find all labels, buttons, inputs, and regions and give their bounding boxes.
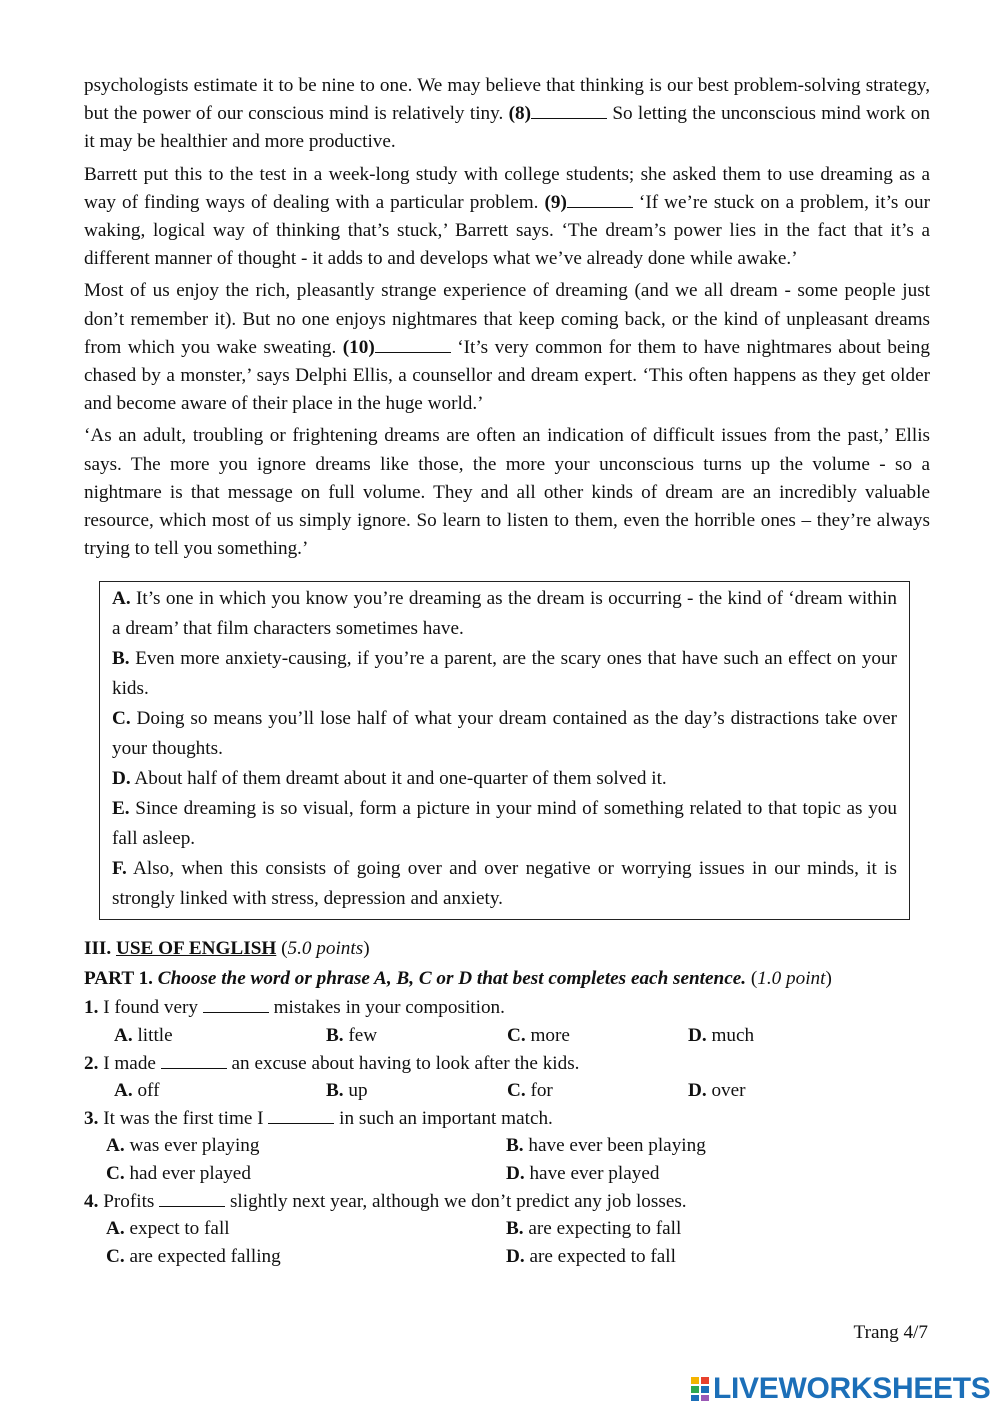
choice-letter: C. (106, 1163, 125, 1185)
question-blank[interactable] (159, 1205, 225, 1207)
gap-blank-10[interactable] (375, 351, 451, 353)
paragraph-text: ‘It’s very common for them to have nightmares about being chased by a monster,’ says Delphi Ellis, a counsellor and dream expert. ‘This often happens as they get older and become aware of their place in the huge world.’ (84, 336, 930, 415)
option-f (112, 854, 897, 914)
paragraph-text: Most of us enjoy the rich, pleasantly strange experience of dreaming (and we all dream - some people just don’t remember it). But no one enjoys nightmares that keep coming back, or the kind of unpleasant dreams from which you wake sweating. (84, 280, 930, 358)
paragraph-text: psychologists estimate it to be nine to one. We may believe that thinking is our best problem-solving strategy, but the power of our conscious mind is relatively tiny. (84, 75, 930, 125)
question-text: mistakes in your composition. (268, 997, 505, 1019)
choice-b[interactable] (326, 1077, 507, 1105)
option-text: Also, when this consists of going over and over negative or worrying issues in our minds, it is strongly linked with stress, depression and anxiety. (112, 858, 897, 910)
choice-text: was ever playing (124, 1135, 260, 1157)
question-text: It was the first time I (98, 1107, 269, 1129)
choice-d[interactable] (506, 1243, 906, 1271)
choice-text: are expected falling (124, 1245, 281, 1267)
part-points: 1.0 point (757, 968, 826, 990)
choice-text: had ever played (124, 1163, 251, 1185)
choice-text: are expected to fall (524, 1245, 676, 1267)
choice-letter: B. (506, 1218, 524, 1240)
paragraph-text: So letting the unconscious mind work on it may be healthier and more productive. (84, 103, 930, 153)
choice-letter: B. (326, 1080, 344, 1102)
gap-number-9: (9) (544, 191, 567, 213)
option-letter: D. (112, 768, 131, 790)
choice-b[interactable] (506, 1132, 906, 1160)
choice-letter: D. (688, 1080, 707, 1102)
choice-text: off (132, 1080, 160, 1102)
question-4 (84, 1188, 930, 1216)
reading-paragraph-3 (84, 277, 930, 418)
option-c (112, 704, 897, 764)
choice-letter: B. (506, 1135, 524, 1157)
question-1-choices (84, 1022, 930, 1050)
question-text: Profits (98, 1190, 160, 1212)
liveworksheets-wordmark: LIVEWORKSHEETS (713, 1372, 991, 1405)
choice-letter: C. (507, 1080, 526, 1102)
document-page (84, 72, 930, 1270)
part-heading: PART 1. Choose the word or phrase A, B, C or D that best completes each sentence. (1.0 point) (84, 968, 832, 990)
paragraph-text: ‘If we’re stuck on a problem, it’s our waking, logical way of thinking that’s stuck,’ Barrett says. ‘The dream’s power lies in the fact that it’s a different manner of thought - it adds to and develops what we’ve already done while awake.’ (84, 191, 930, 270)
option-letter: C. (112, 708, 131, 730)
choice-d[interactable] (688, 1022, 869, 1050)
choice-text: have ever been playing (523, 1135, 706, 1157)
option-e (112, 794, 897, 854)
choice-c[interactable] (84, 1160, 506, 1188)
choice-text: for (525, 1080, 553, 1102)
question-3 (84, 1105, 930, 1133)
gap-blank-9[interactable] (567, 206, 633, 208)
option-letter: B. (112, 648, 130, 670)
option-a (112, 584, 897, 644)
choice-d[interactable] (688, 1077, 869, 1105)
question-blank[interactable] (203, 1011, 269, 1013)
choice-a[interactable] (84, 1022, 326, 1050)
section-title: USE OF ENGLISH (116, 938, 277, 960)
liveworksheets-logo-icon (691, 1377, 709, 1401)
option-letter: A. (112, 588, 131, 610)
option-text: Even more anxiety-causing, if you’re a parent, are the scary ones that have such an effect on your kids. (112, 648, 897, 700)
choice-letter: D. (506, 1245, 525, 1267)
choice-letter: A. (106, 1135, 125, 1157)
choice-text: have ever played (524, 1163, 660, 1185)
choice-d[interactable] (506, 1160, 906, 1188)
choice-letter: D. (506, 1163, 525, 1185)
question-blank[interactable] (161, 1067, 227, 1069)
reading-paragraph-4: ‘As an adult, troubling or frightening dreams are often an indication of difficult issues from the past,’ Ellis says. The more you ignore dreams like those, the more your unconscious turns up the volume - so a nightmare is that message on full volume. They and all other kinds of dream are an incredibly valuable resource, which most of us simply ignore. So learn to listen to them, even the horrible ones – they’re always trying to tell you something.’ (84, 425, 930, 560)
question-number: 2. (84, 1052, 99, 1074)
question-text: slightly next year, although we don’t predict any job losses. (225, 1190, 687, 1212)
question-3-choices-row-2 (84, 1160, 930, 1188)
paragraph-text: Barrett put this to the test in a week-long study with college students; she asked them to use dreaming as a way of finding ways of dealing with a particular problem. (84, 163, 930, 213)
choice-letter: C. (507, 1025, 526, 1047)
question-text: an excuse about having to look after the kids. (226, 1052, 580, 1074)
question-3-choices-row-1 (84, 1132, 930, 1160)
section-number: III. (84, 938, 112, 960)
part-instruction: Choose the word or phrase A, B, C or D that best completes each sentence. (157, 968, 747, 990)
choice-text: little (132, 1025, 173, 1047)
question-number: 1. (84, 997, 99, 1019)
question-text: I made (98, 1052, 161, 1074)
question-4-choices-row-1 (84, 1215, 930, 1243)
question-2-choices (84, 1077, 930, 1105)
liveworksheets-logo[interactable] (691, 1374, 991, 1404)
choice-letter: A. (114, 1080, 133, 1102)
gap-number-8: (8) (508, 103, 531, 125)
gap-number-10: (10) (342, 336, 375, 358)
choice-text: more (525, 1025, 570, 1047)
section-heading: III. USE OF ENGLISH (5.0 points) (84, 938, 370, 960)
part-label: PART 1. (84, 968, 153, 990)
choice-letter: D. (688, 1025, 707, 1047)
choice-a[interactable] (84, 1215, 506, 1243)
choice-text: are expecting to fall (523, 1218, 682, 1240)
choice-c[interactable] (507, 1077, 688, 1105)
question-number: 3. (84, 1107, 99, 1129)
choice-text: few (343, 1025, 378, 1047)
choice-letter: A. (114, 1025, 133, 1047)
option-text: It’s one in which you know you’re dreaming as the dream is occurring - the kind of ‘dream within a dream’ that film characters sometimes have. (112, 588, 897, 640)
question-blank[interactable] (268, 1122, 334, 1124)
choice-letter: A. (106, 1218, 125, 1240)
choice-letter: C. (106, 1245, 125, 1267)
choice-b[interactable] (506, 1215, 906, 1243)
choice-text: over (706, 1080, 746, 1102)
option-text: About half of them dreamt about it and one-quarter of them solved it. (130, 768, 667, 790)
option-b (112, 644, 897, 704)
page-number: Trang 4/7 (853, 1322, 928, 1343)
gap-blank-8[interactable] (531, 117, 607, 119)
sentence-options-box (99, 581, 910, 920)
question-1 (84, 994, 930, 1022)
choice-a[interactable] (84, 1077, 326, 1105)
question-text: I found very (98, 997, 203, 1019)
option-letter: E. (112, 798, 130, 820)
reading-paragraph-1 (84, 72, 930, 157)
choice-text: much (706, 1025, 755, 1047)
option-text: Since dreaming is so visual, form a picture in your mind of something related to that topic as you fall asleep. (112, 798, 897, 850)
option-text: Doing so means you’ll lose half of what your dream contained as the day’s distractions take over your thoughts. (112, 708, 897, 760)
reading-paragraph-2 (84, 161, 930, 274)
option-d (112, 764, 897, 794)
question-4-choices-row-2 (84, 1243, 930, 1271)
choice-c[interactable] (84, 1243, 506, 1271)
choice-letter: B. (326, 1025, 344, 1047)
question-number: 4. (84, 1190, 99, 1212)
section-points: 5.0 points (287, 938, 364, 960)
choice-text: expect to fall (124, 1218, 230, 1240)
question-2 (84, 1050, 930, 1078)
option-letter: F. (112, 858, 127, 880)
choice-b[interactable] (326, 1022, 507, 1050)
question-text: in such an important match. (334, 1107, 553, 1129)
choice-a[interactable] (84, 1132, 506, 1160)
choice-text: up (343, 1080, 368, 1102)
choice-c[interactable] (507, 1022, 688, 1050)
